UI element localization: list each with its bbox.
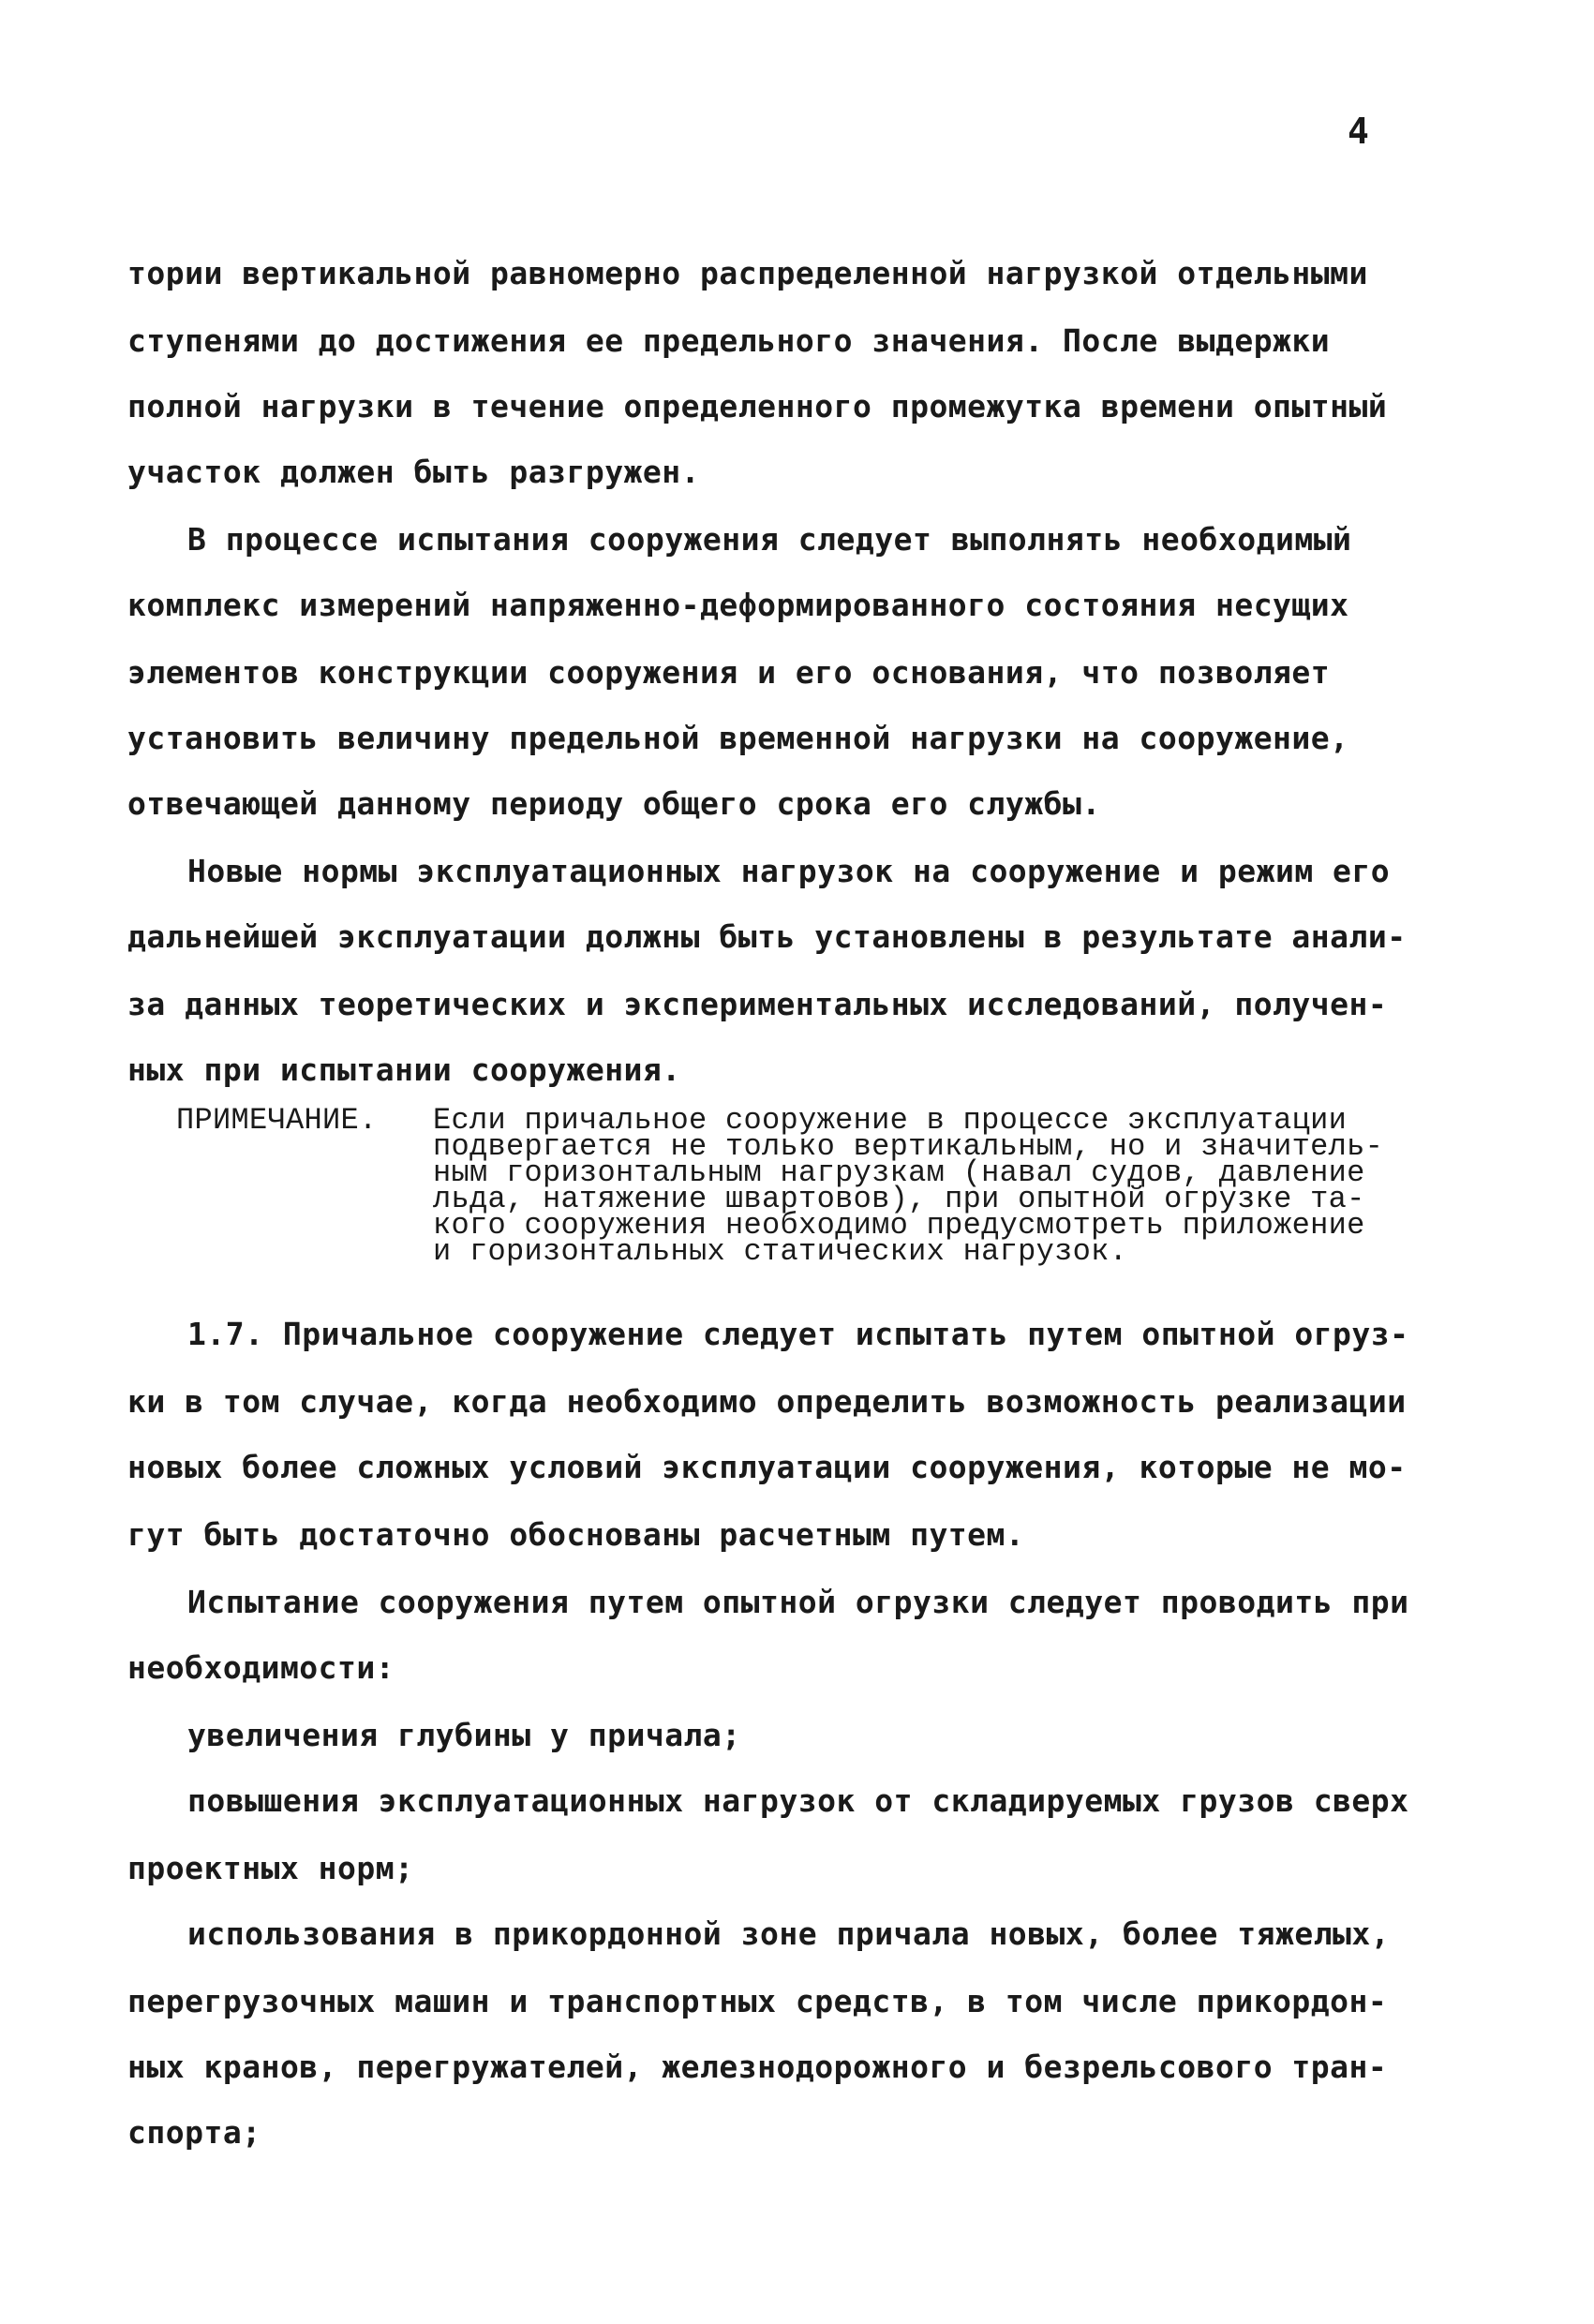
list-item: увеличения глубины у причала; bbox=[187, 1717, 741, 1753]
text-line: 1.7. Причальное сооружение следует испытать путем опытной огруз- bbox=[187, 1316, 1409, 1352]
list-item: использования в прикордонной зоне причала новых, более тяжелых, bbox=[187, 1915, 1391, 1952]
note-line: льда, натяжение швартовов), при опытной огрузке та- bbox=[433, 1182, 1365, 1216]
text-line: участок должен быть разгружен. bbox=[127, 454, 701, 490]
note-label: ПРИМЕЧАНИЕ. bbox=[176, 1103, 378, 1138]
page-number: 4 bbox=[1348, 111, 1369, 152]
note-line: ным горизонтальным нагрузкам (навал судов, давление bbox=[433, 1155, 1365, 1190]
text-line: ных при испытании сооружения. bbox=[127, 1051, 681, 1088]
text-line: установить величину предельной временной нагрузки на сооружение, bbox=[127, 720, 1349, 756]
text-line: полной нагрузки в течение определенного промежутка времени опытный bbox=[127, 388, 1388, 425]
text-line: комплекс измерений напряженно-деформированного состояния несущих bbox=[127, 587, 1349, 623]
note-line: и горизонтальных статических нагрузок. bbox=[433, 1234, 1128, 1269]
text-line: ки в том случае, когда необходимо определить возможность реализации bbox=[127, 1383, 1407, 1420]
text-line: гут быть достаточно обоснованы расчетным путем. bbox=[127, 1516, 1025, 1553]
text-line: за данных теоретических и экспериментальных исследований, получен- bbox=[127, 986, 1388, 1022]
list-item-continuation: спорта; bbox=[127, 2114, 261, 2151]
text-line: Новые нормы эксплуатационных нагрузок на сооружение и режим его bbox=[187, 853, 1391, 889]
text-line: В процессе испытания сооружения следует выполнять необходимый bbox=[187, 521, 1352, 558]
text-line: Испытание сооружения путем опытной огрузки следует проводить при bbox=[187, 1584, 1409, 1620]
list-item-continuation: перегрузочных машин и транспортных средств, в том числе прикордон- bbox=[127, 1983, 1388, 2019]
text-line: ступенями до достижения ее предельного значения. После выдержки bbox=[127, 322, 1331, 359]
note-line: Если причальное сооружение в процессе эксплуатации bbox=[433, 1103, 1348, 1138]
text-line: новых более сложных условий эксплуатации сооружения, которые не мо- bbox=[127, 1449, 1407, 1485]
text-line: элементов конструкции сооружения и его основания, что позволяет bbox=[127, 654, 1331, 691]
text-line: отвечающей данному периоду общего срока его службы. bbox=[127, 785, 1101, 822]
list-item-continuation: проектных норм; bbox=[127, 1850, 414, 1886]
text-line: дальнейшей эксплуатации должны быть установлены в результате анали- bbox=[127, 918, 1407, 955]
text-line: тории вертикальной равномерно распределенной нагрузкой отдельными bbox=[127, 255, 1368, 291]
note-line: подвергается не только вертикальным, но и значитель- bbox=[433, 1129, 1384, 1164]
list-item: повышения эксплуатационных нагрузок от складируемых грузов сверх bbox=[187, 1782, 1409, 1819]
text-line: необходимости: bbox=[127, 1649, 395, 1686]
note-line: кого сооружения необходимо предусмотреть приложение bbox=[433, 1208, 1365, 1243]
list-item-continuation: ных кранов, перегружателей, железнодорожного и безрельсового тран- bbox=[127, 2048, 1388, 2085]
